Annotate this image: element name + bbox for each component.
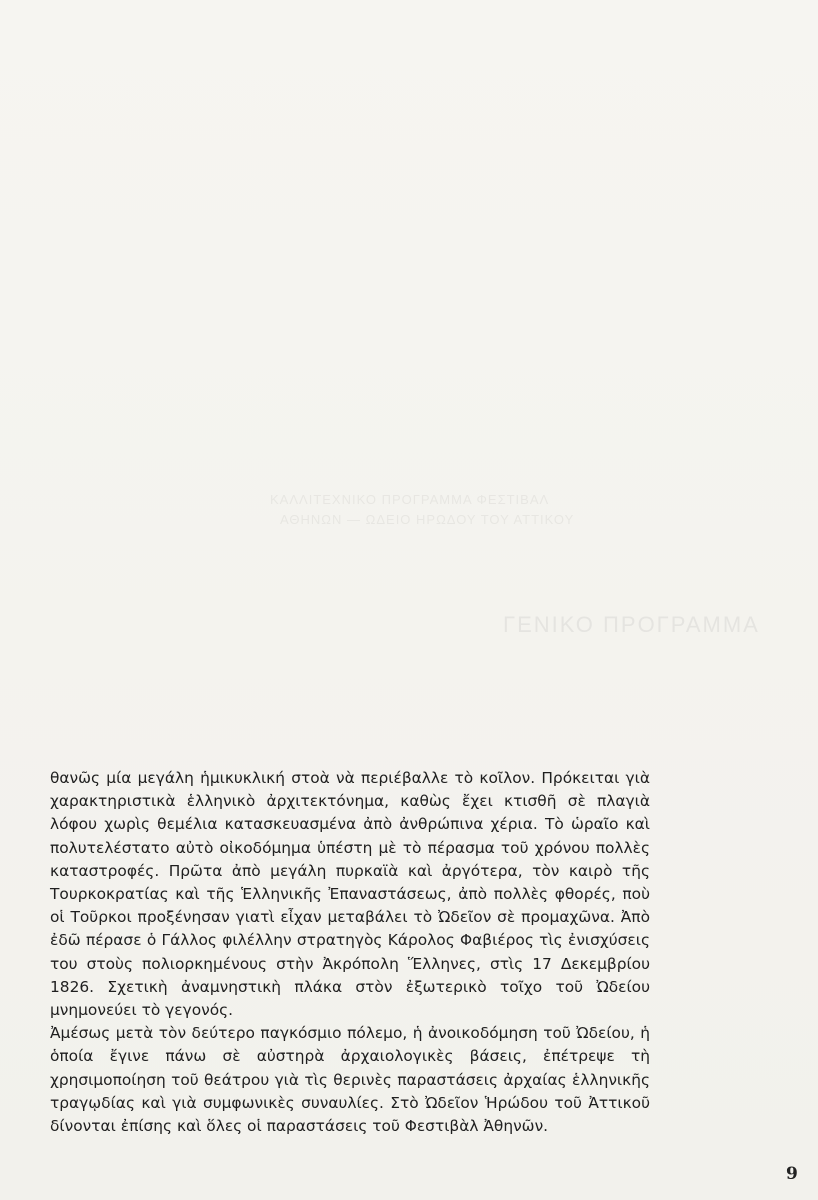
show-through-line-1: ΚΑΛΛΙΤΕΧΝΙΚΟ ΠΡΟΓΡΑΜΜΑ ΦΕΣΤΙΒΑΛ: [270, 492, 550, 507]
body-text: [50, 767, 650, 1138]
show-through-line-2: ΑΘΗΝΩΝ — ΩΔΕΙΟ ΗΡΩΔΟΥ ΤΟΥ ΑΤΤΙΚΟΥ: [280, 512, 575, 527]
paragraph-2: Ἀμέσως μετὰ τὸν δεύτερο παγκόσμιο πόλεμο, ἡ ἀνοικοδόμηση τοῦ Ὠδείου, ἡ ὁποία ἔγινε πάνω σὲ αὐστηρὰ ἀρχαιολογικὲς βάσεις, ἐπέτρεψε τὴ χρησιμοποίηση τοῦ θεάτρου γιὰ τὶς θερινὲς παραστάσεις ἀρχαίας ἑλληνικῆς τραγῳδίας καὶ γιὰ συμφωνικὲς συναυλίες. Στὸ Ὠδεῖον Ἡρώδου τοῦ Ἀττικοῦ δίνονται ἐπίσης καὶ ὅλες οἱ παραστάσεις τοῦ Φεστιβὰλ Ἀθηνῶν.: [50, 1024, 650, 1136]
show-through-title: ΓΕΝΙΚΟ ΠΡΟΓΡΑΜΜΑ: [503, 612, 760, 637]
page-number: 9: [786, 1164, 798, 1184]
paragraph-1: θανῶς μία μεγάλη ἡμικυκλική στοὰ νὰ περιέβαλλε τὸ κοῖλον. Πρόκειται γιὰ χαρακτηριστικὰ ἑλληνικὸ ἀρχιτεκτόνημα, καθὼς ἔχει κτισθῆ σὲ πλαγιὰ λόφου χωρὶς θεμέλια κατασκευασμένα ἀπὸ ἀνθρώπινα χέρια. Τὸ ὡραῖο καὶ πολυτελέστατο αὐτὸ οἰκοδόμημα ὑπέστη μὲ τὸ πέρασμα τοῦ χρόνου πολλὲς καταστροφές. Πρῶτα ἀπὸ μεγάλη πυρκαϊὰ καὶ ἀργότερα, τὸν καιρὸ τῆς Τουρκοκρατίας καὶ τῆς Ἑλληνικῆς Ἐπαναστάσεως, ἀπὸ πολλὲς φθορές, ποὺ οἱ Τοῦρκοι προξένησαν γιατὶ εἶχαν μεταβάλει τὸ Ὠδεῖον σὲ προμαχῶνα. Ἀπὸ ἐδῶ πέρασε ὁ Γάλλος φιλέλλην στρατηγὸς Κάρολος Φαβιέρος τὶς ἐνισχύσεις του στοὺς πολιορκημένους στὴν Ἀκρόπολη Ἕλληνες, στὶς 17 Δεκεμβρίου 1826. Σχετικὴ ἀναμνηστικὴ πλάκα στὸν ἐξωτερικὸ τοῖχο τοῦ Ὠδείου μνημονεύει τὸ γεγονός.: [50, 769, 650, 1020]
